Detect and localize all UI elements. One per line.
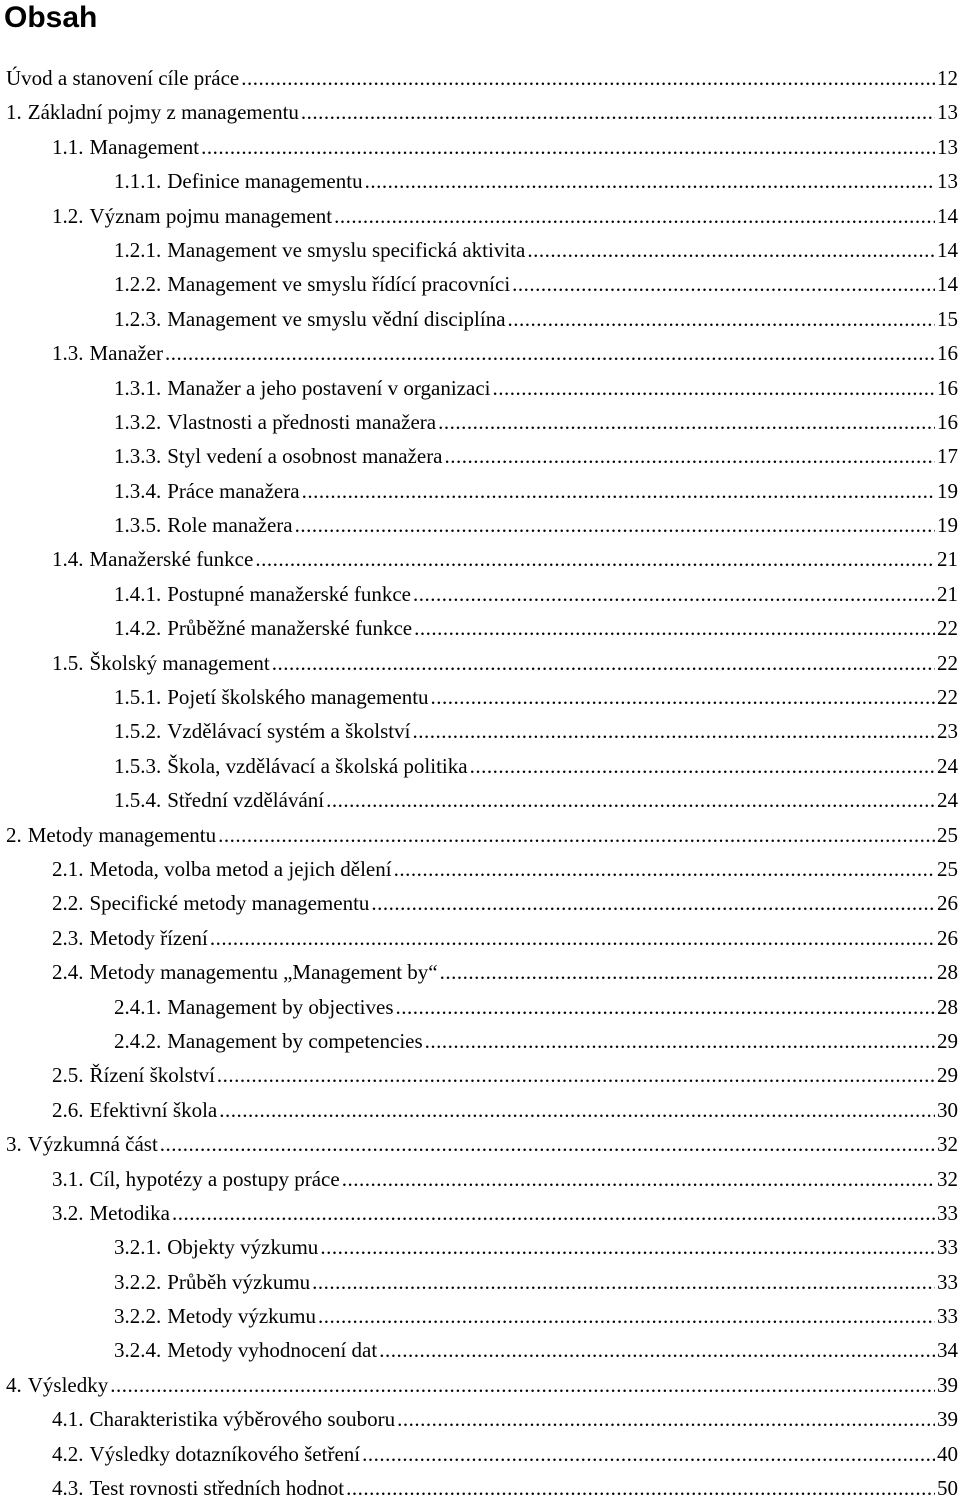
toc-entry-page-number: 21: [937, 581, 958, 606]
page-title: Obsah: [4, 1, 98, 34]
dot-leader: [217, 1058, 935, 1092]
toc-entry-title: Role manažera: [167, 513, 293, 538]
toc-entry-title: Styl vedení a osobnost manažera: [167, 444, 443, 469]
toc-entry[interactable]: [0, 439, 960, 473]
dot-leader: [160, 1127, 935, 1161]
toc-entry-page-number: 40: [937, 1441, 958, 1466]
toc-entry-number: 1.3.: [52, 341, 84, 366]
toc-entry-page-number: 19: [937, 478, 958, 503]
dot-leader: [241, 61, 935, 95]
toc-entry-number: 1.3.1.: [114, 375, 162, 400]
toc-entry-number: 1.: [6, 100, 22, 125]
toc-entry[interactable]: [0, 955, 960, 989]
toc-entry[interactable]: [0, 886, 960, 920]
toc-entry-title: Manažer a jeho postavení v organizaci: [167, 375, 491, 400]
toc-entry-number: 3.: [6, 1132, 22, 1157]
toc-entry-title: Management by competencies: [167, 1028, 423, 1053]
toc-entry-page-number: 24: [937, 753, 958, 778]
toc-entry-number: 1.3.2.: [114, 409, 162, 434]
toc-entry-title: Specifické metody managementu: [89, 891, 370, 916]
toc-entry[interactable]: [0, 1024, 960, 1058]
toc-entry-number: 3.2.1.: [114, 1235, 162, 1260]
toc-entry-title: Metody vyhodnocení dat: [167, 1338, 378, 1363]
toc-entry-page-number: 15: [937, 306, 958, 331]
toc-entry[interactable]: [0, 267, 960, 301]
toc-entry-page-number: 28: [937, 994, 958, 1019]
toc-entry[interactable]: [0, 302, 960, 336]
toc-entry-page-number: 26: [937, 891, 958, 916]
toc-entry-number: 1.3.5.: [114, 513, 162, 538]
toc-entry-page-number: 19: [937, 513, 958, 538]
toc-entry[interactable]: [0, 1265, 960, 1299]
toc-entry[interactable]: [0, 921, 960, 955]
toc-entry-page-number: 50: [937, 1476, 958, 1501]
toc-entry-number: 1.5.3.: [114, 753, 162, 778]
toc-entry-page-number: 34: [937, 1338, 958, 1363]
toc-entry-page-number: 16: [937, 341, 958, 366]
toc-entry-title: Management ve smyslu řídící pracovníci: [167, 272, 511, 297]
dot-leader: [492, 371, 935, 405]
dot-leader: [312, 1265, 935, 1299]
dot-leader: [320, 1230, 935, 1264]
toc-entry-page-number: 28: [937, 960, 958, 985]
toc-entry-page-number: 13: [937, 100, 958, 125]
toc-entry-title: Vlastnosti a přednosti manažera: [167, 409, 437, 434]
dot-leader: [334, 199, 935, 233]
toc-entry[interactable]: [0, 405, 960, 439]
dot-leader: [394, 852, 935, 886]
toc-entry[interactable]: [0, 1196, 960, 1230]
toc-entry-number: 3.2.4.: [114, 1338, 162, 1363]
toc-entry-page-number: 30: [937, 1097, 958, 1122]
toc-entry[interactable]: [0, 1230, 960, 1264]
dot-leader: [302, 474, 935, 508]
toc-entry-number: 4.3.: [52, 1476, 84, 1501]
toc-entry-title: Cíl, hypotézy a postupy práce: [89, 1166, 340, 1191]
toc-entry-page-number: 16: [937, 375, 958, 400]
toc-entry-number: 1.5.4.: [114, 788, 162, 813]
dot-leader: [512, 267, 935, 301]
toc-entry[interactable]: [0, 1471, 960, 1505]
dot-leader: [397, 1402, 935, 1436]
toc-entry-title: Pojetí školského managementu: [167, 685, 429, 710]
toc-entry-page-number: 24: [937, 788, 958, 813]
dot-leader: [210, 921, 935, 955]
toc-entry-number: 1.4.1.: [114, 581, 162, 606]
toc-entry[interactable]: [0, 714, 960, 748]
toc-entry-title: Management by objectives: [167, 994, 394, 1019]
toc-entry-number: 2.: [6, 822, 22, 847]
toc-entry[interactable]: [0, 1299, 960, 1333]
dot-leader: [165, 336, 935, 370]
toc-entry-title: Úvod a stanovení cíle práce: [6, 66, 240, 90]
toc-entry-number: 2.4.: [52, 960, 84, 985]
toc-entry[interactable]: [0, 1058, 960, 1092]
toc-entry-page-number: 33: [937, 1269, 958, 1294]
toc-entry-number: 2.2.: [52, 891, 84, 916]
toc-entry-page-number: 14: [937, 203, 958, 228]
toc-entry-title: Definice managementu: [167, 169, 363, 194]
toc-entry-title: Efektivní škola: [89, 1097, 218, 1122]
toc-entry-number: 3.2.2.: [114, 1304, 162, 1329]
toc-entry-title: Základní pojmy z managementu: [27, 100, 299, 125]
toc-entry-title: Test rovnosti středních hodnot: [89, 1476, 345, 1501]
toc-entry-number: 4.1.: [52, 1407, 84, 1432]
table-of-contents: [0, 61, 960, 1505]
dot-leader: [318, 1299, 935, 1333]
toc-entry-number: 3.2.: [52, 1200, 84, 1225]
toc-entry[interactable]: [0, 1437, 960, 1471]
toc-entry[interactable]: [0, 1368, 960, 1402]
dot-leader: [218, 818, 935, 852]
dot-leader: [379, 1333, 935, 1367]
toc-entry-number: 1.3.3.: [114, 444, 162, 469]
dot-leader: [527, 233, 935, 267]
toc-entry[interactable]: [0, 130, 960, 164]
toc-entry-number: 1.2.1.: [114, 237, 162, 262]
toc-entry-number: 2.4.1.: [114, 994, 162, 1019]
toc-entry-title: Charakteristika výběrového souboru: [89, 1407, 396, 1432]
toc-entry-title: Metody managementu: [27, 822, 217, 847]
toc-entry-number: 1.5.: [52, 650, 84, 675]
toc-entry-title: Metody managementu „Management by“: [89, 960, 438, 985]
toc-entry-page-number: 21: [937, 547, 958, 572]
toc-entry-page-number: 17: [937, 444, 958, 469]
toc-entry-page-number: 39: [937, 1407, 958, 1432]
dot-leader: [110, 1368, 935, 1402]
toc-entry[interactable]: [0, 95, 960, 129]
toc-entry-number: 1.1.: [52, 134, 84, 159]
toc-entry-page-number: 23: [937, 719, 958, 744]
toc-entry-number: 1.5.2.: [114, 719, 162, 744]
toc-entry[interactable]: [0, 233, 960, 267]
toc-entry-title: Škola, vzdělávací a školská politika: [167, 753, 468, 778]
toc-entry[interactable]: [0, 164, 960, 198]
toc-entry-page-number: 25: [937, 856, 958, 881]
toc-entry-title: Význam pojmu management: [89, 203, 333, 228]
toc-entry[interactable]: [0, 990, 960, 1024]
dot-leader: [438, 405, 935, 439]
dot-leader: [255, 542, 935, 576]
toc-entry-number: 1.5.1.: [114, 685, 162, 710]
toc-entry-title: Manažerské funkce: [89, 547, 254, 572]
dot-leader: [371, 886, 935, 920]
toc-entry-page-number: 14: [937, 272, 958, 297]
dot-leader: [219, 1093, 935, 1127]
toc-entry-page-number: 33: [937, 1235, 958, 1260]
toc-entry-title: Průběh výzkumu: [167, 1269, 311, 1294]
dot-leader: [326, 783, 935, 817]
toc-entry-title: Management: [89, 134, 200, 159]
toc-entry-number: 2.4.2.: [114, 1028, 162, 1053]
dot-leader: [362, 1437, 935, 1471]
toc-entry-page-number: 22: [937, 650, 958, 675]
dot-leader: [470, 749, 935, 783]
toc-entry-page-number: 32: [937, 1132, 958, 1157]
toc-entry-page-number: 33: [937, 1304, 958, 1329]
toc-entry-page-number: 12: [937, 66, 958, 90]
toc-entry-number: 3.1.: [52, 1166, 84, 1191]
toc-entry[interactable]: [0, 577, 960, 611]
toc-entry-title: Postupné manažerské funkce: [167, 581, 411, 606]
dot-leader: [445, 439, 935, 473]
toc-entry-number: 2.3.: [52, 925, 84, 950]
toc-entry-number: 2.1.: [52, 856, 84, 881]
toc-entry[interactable]: [0, 611, 960, 645]
toc-entry-title: Metody výzkumu: [167, 1304, 316, 1329]
toc-entry-number: 1.2.2.: [114, 272, 162, 297]
dot-leader: [295, 508, 935, 542]
toc-entry[interactable]: [0, 1127, 960, 1161]
toc-entry-title: Metoda, volba metod a jejich dělení: [89, 856, 392, 881]
toc-entry-number: 1.2.3.: [114, 306, 162, 331]
toc-entry[interactable]: [0, 542, 960, 576]
toc-entry[interactable]: [0, 1333, 960, 1367]
toc-entry-page-number: 25: [937, 822, 958, 847]
toc-entry[interactable]: [0, 336, 960, 370]
toc-entry-page-number: 13: [937, 134, 958, 159]
dot-leader: [301, 95, 935, 129]
dot-leader: [272, 646, 935, 680]
toc-entry[interactable]: [0, 371, 960, 405]
toc-entry-page-number: 22: [937, 616, 958, 641]
dot-leader: [365, 164, 935, 198]
toc-entry[interactable]: [0, 680, 960, 714]
toc-entry-page-number: 29: [937, 1063, 958, 1088]
toc-entry[interactable]: [0, 199, 960, 233]
toc-entry[interactable]: [0, 1162, 960, 1196]
dot-leader: [431, 680, 935, 714]
dot-leader: [342, 1162, 935, 1196]
toc-entry-page-number: 32: [937, 1166, 958, 1191]
toc-entry-page-number: 29: [937, 1028, 958, 1053]
toc-entry-title: Objekty výzkumu: [167, 1235, 319, 1260]
toc-entry-number: 2.5.: [52, 1063, 84, 1088]
toc-entry[interactable]: [0, 61, 960, 95]
toc-entry-title: Management ve smyslu specifická aktivita: [167, 237, 526, 262]
toc-entry[interactable]: [0, 1093, 960, 1127]
toc-entry-page-number: 39: [937, 1372, 958, 1397]
toc-entry-title: Výzkumná část: [27, 1132, 158, 1157]
toc-entry-page-number: 22: [937, 685, 958, 710]
toc-entry-page-number: 13: [937, 169, 958, 194]
toc-entry-title: Management ve smyslu vědní disciplína: [167, 306, 506, 331]
toc-entry-title: Práce manažera: [167, 478, 300, 503]
toc-entry-number: 1.3.4.: [114, 478, 162, 503]
dot-leader: [414, 611, 935, 645]
dot-leader: [425, 1024, 935, 1058]
dot-leader: [508, 302, 935, 336]
toc-entry-page-number: 26: [937, 925, 958, 950]
toc-entry-number: 3.2.2.: [114, 1269, 162, 1294]
toc-entry-title: Střední vzdělávání: [167, 788, 325, 813]
toc-entry-title: Řízení školství: [89, 1063, 215, 1088]
toc-entry-page-number: 14: [937, 237, 958, 262]
dot-leader: [413, 577, 935, 611]
toc-entry-number: 4.2.: [52, 1441, 84, 1466]
dot-leader: [201, 130, 935, 164]
toc-entry-number: 1.4.: [52, 547, 84, 572]
toc-entry[interactable]: [0, 474, 960, 508]
toc-entry[interactable]: [0, 852, 960, 886]
toc-entry-page-number: 33: [937, 1200, 958, 1225]
toc-entry-title: Výsledky: [27, 1372, 109, 1397]
toc-entry-number: 2.6.: [52, 1097, 84, 1122]
toc-entry-title: Vzdělávací systém a školství: [167, 719, 411, 744]
toc-entry[interactable]: [0, 818, 960, 852]
toc-entry-number: 1.1.1.: [114, 169, 162, 194]
toc-entry[interactable]: [0, 749, 960, 783]
dot-leader: [346, 1471, 935, 1505]
dot-leader: [440, 955, 935, 989]
toc-entry-number: 1.2.: [52, 203, 84, 228]
toc-entry-title: Školský management: [89, 650, 270, 675]
toc-entry-number: 1.4.2.: [114, 616, 162, 641]
toc-entry-title: Výsledky dotazníkového šetření: [89, 1441, 361, 1466]
toc-entry-title: Metodika: [89, 1200, 170, 1225]
dot-leader: [396, 990, 935, 1024]
toc-entry[interactable]: [0, 508, 960, 542]
toc-entry-title: Metody řízení: [89, 925, 208, 950]
toc-entry-number: 4.: [6, 1372, 22, 1397]
toc-entry-title: Průběžné manažerské funkce: [167, 616, 413, 641]
toc-entry[interactable]: [0, 646, 960, 680]
dot-leader: [412, 714, 935, 748]
toc-entry-page-number: 16: [937, 409, 958, 434]
dot-leader: [172, 1196, 935, 1230]
toc-entry[interactable]: [0, 783, 960, 817]
toc-entry[interactable]: [0, 1402, 960, 1436]
toc-entry-title: Manažer: [89, 341, 163, 366]
